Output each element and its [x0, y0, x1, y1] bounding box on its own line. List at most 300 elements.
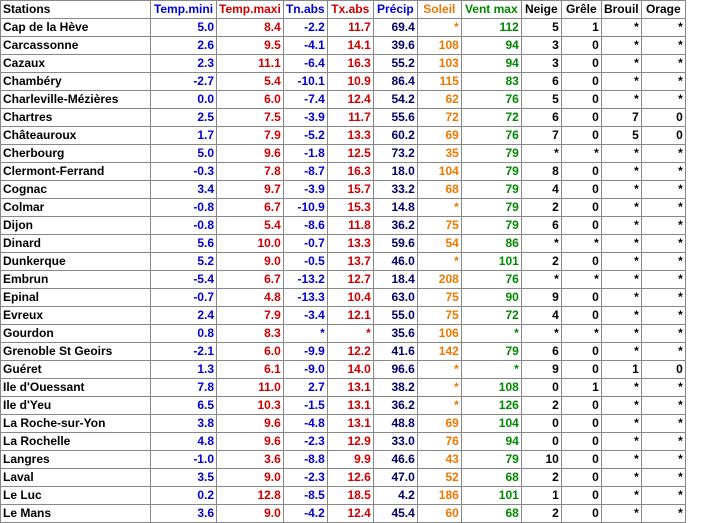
- brouil-cell: *: [602, 415, 642, 433]
- neige-cell: 10: [522, 451, 562, 469]
- vent-cell: 79: [462, 181, 522, 199]
- station-name-cell: Gourdon: [1, 325, 151, 343]
- vent-cell: 79: [462, 451, 522, 469]
- soleil-cell: 75: [418, 217, 462, 235]
- tnabs-cell: -9.9: [284, 343, 328, 361]
- orage-cell: *: [642, 235, 686, 253]
- brouil-cell: *: [602, 397, 642, 415]
- tnabs-cell: -4.8: [284, 415, 328, 433]
- tmax-cell: 11.0: [217, 379, 284, 397]
- station-name-cell: Le Mans: [1, 505, 151, 523]
- precip-cell: 96.6: [374, 361, 418, 379]
- grele-cell: 0: [562, 505, 602, 523]
- table-row: [1, 451, 686, 469]
- tmax-cell: 9.6: [217, 433, 284, 451]
- orage-cell: *: [642, 163, 686, 181]
- tnabs-cell: -4.2: [284, 505, 328, 523]
- table-row: [1, 235, 686, 253]
- grele-cell: 0: [562, 37, 602, 55]
- precip-cell: 33.2: [374, 181, 418, 199]
- neige-cell: 0: [522, 433, 562, 451]
- neige-cell: 7: [522, 127, 562, 145]
- txabs-cell: 13.3: [328, 127, 374, 145]
- txabs-cell: 15.3: [328, 199, 374, 217]
- vent-cell: 79: [462, 343, 522, 361]
- tnabs-cell: -9.0: [284, 361, 328, 379]
- brouil-cell: *: [602, 181, 642, 199]
- precip-cell: 60.2: [374, 127, 418, 145]
- neige-cell: 6: [522, 73, 562, 91]
- vent-cell: 86: [462, 235, 522, 253]
- precip-cell: 48.8: [374, 415, 418, 433]
- soleil-cell: 115: [418, 73, 462, 91]
- orage-cell: *: [642, 487, 686, 505]
- neige-cell: 3: [522, 37, 562, 55]
- soleil-cell: 52: [418, 469, 462, 487]
- table-row: [1, 325, 686, 343]
- brouil-cell: *: [602, 217, 642, 235]
- grele-cell: *: [562, 271, 602, 289]
- station-name-cell: La Roche-sur-Yon: [1, 415, 151, 433]
- grele-cell: 0: [562, 109, 602, 127]
- tnabs-cell: -13.2: [284, 271, 328, 289]
- column-header-station: Stations: [1, 1, 151, 19]
- station-name-cell: Cherbourg: [1, 145, 151, 163]
- brouil-cell: *: [602, 37, 642, 55]
- vent-cell: 76: [462, 271, 522, 289]
- vent-cell: 79: [462, 145, 522, 163]
- grele-cell: 0: [562, 253, 602, 271]
- vent-cell: *: [462, 361, 522, 379]
- tmin-cell: 2.3: [151, 55, 217, 73]
- table-row: [1, 163, 686, 181]
- tmax-cell: 11.1: [217, 55, 284, 73]
- station-name-cell: Ile d'Yeu: [1, 397, 151, 415]
- grele-cell: 0: [562, 55, 602, 73]
- column-header-orage: Orage: [642, 1, 686, 19]
- vent-cell: 108: [462, 379, 522, 397]
- txabs-cell: 13.1: [328, 397, 374, 415]
- tnabs-cell: -0.7: [284, 235, 328, 253]
- station-name-cell: Laval: [1, 469, 151, 487]
- tmin-cell: 5.2: [151, 253, 217, 271]
- precip-cell: 38.2: [374, 379, 418, 397]
- grele-cell: 0: [562, 469, 602, 487]
- vent-cell: 79: [462, 199, 522, 217]
- soleil-cell: 54: [418, 235, 462, 253]
- vent-cell: 101: [462, 253, 522, 271]
- vent-cell: 83: [462, 73, 522, 91]
- txabs-cell: 18.5: [328, 487, 374, 505]
- vent-cell: 72: [462, 109, 522, 127]
- brouil-cell: *: [602, 235, 642, 253]
- soleil-cell: 75: [418, 307, 462, 325]
- brouil-cell: *: [602, 253, 642, 271]
- precip-cell: 14.8: [374, 199, 418, 217]
- tmax-cell: 9.6: [217, 145, 284, 163]
- brouil-cell: *: [602, 19, 642, 37]
- txabs-cell: 12.9: [328, 433, 374, 451]
- column-header-txabs: Tx.abs: [328, 1, 374, 19]
- txabs-cell: 12.4: [328, 91, 374, 109]
- station-name-cell: Ile d'Ouessant: [1, 379, 151, 397]
- tmax-cell: 6.1: [217, 361, 284, 379]
- tnabs-cell: -8.7: [284, 163, 328, 181]
- tmax-cell: 10.0: [217, 235, 284, 253]
- grele-cell: 0: [562, 91, 602, 109]
- precip-cell: 39.6: [374, 37, 418, 55]
- brouil-cell: *: [602, 73, 642, 91]
- station-name-cell: Dinard: [1, 235, 151, 253]
- tmin-cell: 1.7: [151, 127, 217, 145]
- orage-cell: *: [642, 433, 686, 451]
- table-body: [1, 19, 686, 523]
- tmax-cell: 6.7: [217, 271, 284, 289]
- tnabs-cell: -6.4: [284, 55, 328, 73]
- tmin-cell: -1.0: [151, 451, 217, 469]
- tnabs-cell: 2.7: [284, 379, 328, 397]
- precip-cell: 55.2: [374, 55, 418, 73]
- neige-cell: 2: [522, 397, 562, 415]
- brouil-cell: *: [602, 55, 642, 73]
- soleil-cell: *: [418, 397, 462, 415]
- brouil-cell: *: [602, 91, 642, 109]
- station-name-cell: Châteauroux: [1, 127, 151, 145]
- grele-cell: *: [562, 145, 602, 163]
- vent-cell: 112: [462, 19, 522, 37]
- orage-cell: 0: [642, 109, 686, 127]
- txabs-cell: 14.1: [328, 37, 374, 55]
- tmin-cell: 2.4: [151, 307, 217, 325]
- neige-cell: 5: [522, 91, 562, 109]
- brouil-cell: *: [602, 289, 642, 307]
- txabs-cell: 9.9: [328, 451, 374, 469]
- soleil-cell: 43: [418, 451, 462, 469]
- precip-cell: 55.6: [374, 109, 418, 127]
- soleil-cell: 69: [418, 127, 462, 145]
- grele-cell: 0: [562, 199, 602, 217]
- vent-cell: 76: [462, 91, 522, 109]
- brouil-cell: *: [602, 343, 642, 361]
- tmin-cell: 5.6: [151, 235, 217, 253]
- grele-cell: 0: [562, 361, 602, 379]
- table-row: [1, 181, 686, 199]
- precip-cell: 4.2: [374, 487, 418, 505]
- brouil-cell: *: [602, 271, 642, 289]
- txabs-cell: 12.6: [328, 469, 374, 487]
- table-row: [1, 487, 686, 505]
- tnabs-cell: -1.8: [284, 145, 328, 163]
- tnabs-cell: -3.9: [284, 109, 328, 127]
- tnabs-cell: -5.2: [284, 127, 328, 145]
- table-row: [1, 505, 686, 523]
- tnabs-cell: -2.3: [284, 433, 328, 451]
- table-row: [1, 127, 686, 145]
- table-row: [1, 199, 686, 217]
- tmax-cell: 3.6: [217, 451, 284, 469]
- station-name-cell: Cap de la Hève: [1, 19, 151, 37]
- orage-cell: *: [642, 73, 686, 91]
- tmax-cell: 7.9: [217, 127, 284, 145]
- orage-cell: *: [642, 19, 686, 37]
- vent-cell: 94: [462, 55, 522, 73]
- orage-cell: *: [642, 397, 686, 415]
- precip-cell: 47.0: [374, 469, 418, 487]
- neige-cell: 1: [522, 487, 562, 505]
- vent-cell: 79: [462, 163, 522, 181]
- tmin-cell: -0.8: [151, 199, 217, 217]
- tnabs-cell: -7.4: [284, 91, 328, 109]
- tnabs-cell: -3.4: [284, 307, 328, 325]
- brouil-cell: *: [602, 469, 642, 487]
- neige-cell: *: [522, 235, 562, 253]
- tmax-cell: 5.4: [217, 73, 284, 91]
- tmax-cell: 8.3: [217, 325, 284, 343]
- brouil-cell: *: [602, 451, 642, 469]
- orage-cell: *: [642, 307, 686, 325]
- grele-cell: 0: [562, 289, 602, 307]
- neige-cell: 6: [522, 109, 562, 127]
- tnabs-cell: -0.5: [284, 253, 328, 271]
- grele-cell: *: [562, 235, 602, 253]
- tmin-cell: -2.1: [151, 343, 217, 361]
- grele-cell: *: [562, 325, 602, 343]
- station-name-cell: Dijon: [1, 217, 151, 235]
- table-row: [1, 433, 686, 451]
- brouil-cell: 7: [602, 109, 642, 127]
- station-name-cell: Chambéry: [1, 73, 151, 91]
- neige-cell: 0: [522, 415, 562, 433]
- txabs-cell: 16.3: [328, 163, 374, 181]
- tmax-cell: 7.9: [217, 307, 284, 325]
- soleil-cell: *: [418, 253, 462, 271]
- neige-cell: 2: [522, 253, 562, 271]
- precip-cell: 41.6: [374, 343, 418, 361]
- table-row: [1, 271, 686, 289]
- column-header-tmax: Temp.maxi: [217, 1, 284, 19]
- soleil-cell: *: [418, 361, 462, 379]
- station-name-cell: Grenoble St Geoirs: [1, 343, 151, 361]
- tnabs-cell: -13.3: [284, 289, 328, 307]
- orage-cell: *: [642, 325, 686, 343]
- precip-cell: 36.2: [374, 397, 418, 415]
- column-header-grele: Grêle: [562, 1, 602, 19]
- grele-cell: 0: [562, 73, 602, 91]
- precip-cell: 54.2: [374, 91, 418, 109]
- vent-cell: 76: [462, 127, 522, 145]
- neige-cell: 9: [522, 361, 562, 379]
- tmin-cell: 2.5: [151, 109, 217, 127]
- grele-cell: 0: [562, 487, 602, 505]
- table-row: [1, 145, 686, 163]
- brouil-cell: *: [602, 487, 642, 505]
- table-row: [1, 415, 686, 433]
- orage-cell: *: [642, 145, 686, 163]
- tmin-cell: 7.8: [151, 379, 217, 397]
- neige-cell: 2: [522, 469, 562, 487]
- tmax-cell: 9.6: [217, 415, 284, 433]
- station-name-cell: Langres: [1, 451, 151, 469]
- station-name-cell: Dunkerque: [1, 253, 151, 271]
- tmax-cell: 5.4: [217, 217, 284, 235]
- table-row: [1, 397, 686, 415]
- column-header-tnabs: Tn.abs: [284, 1, 328, 19]
- table-row: [1, 19, 686, 37]
- tmin-cell: -2.7: [151, 73, 217, 91]
- column-header-neige: Neige: [522, 1, 562, 19]
- tmin-cell: 5.0: [151, 145, 217, 163]
- orage-cell: *: [642, 253, 686, 271]
- neige-cell: 3: [522, 55, 562, 73]
- table-row: [1, 253, 686, 271]
- txabs-cell: 11.8: [328, 217, 374, 235]
- station-name-cell: Epinal: [1, 289, 151, 307]
- tnabs-cell: -10.1: [284, 73, 328, 91]
- station-name-cell: Embrun: [1, 271, 151, 289]
- tnabs-cell: -8.5: [284, 487, 328, 505]
- neige-cell: 6: [522, 343, 562, 361]
- tmax-cell: 6.7: [217, 199, 284, 217]
- station-name-cell: La Rochelle: [1, 433, 151, 451]
- table-row: [1, 73, 686, 91]
- tnabs-cell: -3.9: [284, 181, 328, 199]
- tmin-cell: 3.4: [151, 181, 217, 199]
- vent-cell: 72: [462, 307, 522, 325]
- tmin-cell: 0.2: [151, 487, 217, 505]
- precip-cell: 45.4: [374, 505, 418, 523]
- column-header-precip: Précip: [374, 1, 418, 19]
- soleil-cell: 103: [418, 55, 462, 73]
- precip-cell: 59.6: [374, 235, 418, 253]
- vent-cell: 101: [462, 487, 522, 505]
- soleil-cell: 35: [418, 145, 462, 163]
- tmin-cell: 2.6: [151, 37, 217, 55]
- vent-cell: *: [462, 325, 522, 343]
- tmin-cell: 1.3: [151, 361, 217, 379]
- tnabs-cell: -2.3: [284, 469, 328, 487]
- station-name-cell: Le Luc: [1, 487, 151, 505]
- grele-cell: 0: [562, 397, 602, 415]
- tnabs-cell: -10.9: [284, 199, 328, 217]
- soleil-cell: 104: [418, 163, 462, 181]
- tmax-cell: 9.0: [217, 253, 284, 271]
- precip-cell: 46.6: [374, 451, 418, 469]
- orage-cell: *: [642, 271, 686, 289]
- orage-cell: *: [642, 289, 686, 307]
- precip-cell: 86.4: [374, 73, 418, 91]
- txabs-cell: 10.4: [328, 289, 374, 307]
- neige-cell: 4: [522, 181, 562, 199]
- tmax-cell: 7.5: [217, 109, 284, 127]
- soleil-cell: 142: [418, 343, 462, 361]
- precip-cell: 63.0: [374, 289, 418, 307]
- txabs-cell: 14.0: [328, 361, 374, 379]
- neige-cell: 5: [522, 19, 562, 37]
- neige-cell: 0: [522, 379, 562, 397]
- tnabs-cell: -4.1: [284, 37, 328, 55]
- neige-cell: 2: [522, 199, 562, 217]
- tmin-cell: 3.6: [151, 505, 217, 523]
- vent-cell: 68: [462, 505, 522, 523]
- orage-cell: *: [642, 91, 686, 109]
- soleil-cell: 62: [418, 91, 462, 109]
- soleil-cell: 76: [418, 433, 462, 451]
- precip-cell: 46.0: [374, 253, 418, 271]
- brouil-cell: *: [602, 505, 642, 523]
- column-header-brouil: Brouil: [602, 1, 642, 19]
- table-row: [1, 217, 686, 235]
- tmax-cell: 9.5: [217, 37, 284, 55]
- precip-cell: 18.4: [374, 271, 418, 289]
- tmin-cell: 3.5: [151, 469, 217, 487]
- table-row: [1, 55, 686, 73]
- orage-cell: *: [642, 217, 686, 235]
- txabs-cell: 12.5: [328, 145, 374, 163]
- precip-cell: 36.2: [374, 217, 418, 235]
- txabs-cell: 13.1: [328, 379, 374, 397]
- orage-cell: *: [642, 415, 686, 433]
- neige-cell: 4: [522, 307, 562, 325]
- table-row: [1, 379, 686, 397]
- txabs-cell: 10.9: [328, 73, 374, 91]
- tmax-cell: 6.0: [217, 91, 284, 109]
- brouil-cell: *: [602, 307, 642, 325]
- precip-cell: 33.0: [374, 433, 418, 451]
- orage-cell: 0: [642, 127, 686, 145]
- neige-cell: 8: [522, 163, 562, 181]
- table-row: [1, 469, 686, 487]
- orage-cell: *: [642, 55, 686, 73]
- table-row: [1, 109, 686, 127]
- column-header-vent: Vent max: [462, 1, 522, 19]
- tmin-cell: -0.7: [151, 289, 217, 307]
- brouil-cell: *: [602, 163, 642, 181]
- vent-cell: 94: [462, 37, 522, 55]
- orage-cell: *: [642, 181, 686, 199]
- precip-cell: 35.6: [374, 325, 418, 343]
- soleil-cell: 75: [418, 289, 462, 307]
- neige-cell: *: [522, 145, 562, 163]
- vent-cell: 68: [462, 469, 522, 487]
- neige-cell: *: [522, 325, 562, 343]
- tnabs-cell: -2.2: [284, 19, 328, 37]
- txabs-cell: 11.7: [328, 109, 374, 127]
- grele-cell: 0: [562, 163, 602, 181]
- station-name-cell: Guéret: [1, 361, 151, 379]
- tmax-cell: 12.8: [217, 487, 284, 505]
- station-name-cell: Evreux: [1, 307, 151, 325]
- station-name-cell: Chartres: [1, 109, 151, 127]
- txabs-cell: 15.7: [328, 181, 374, 199]
- brouil-cell: *: [602, 325, 642, 343]
- table-row: [1, 343, 686, 361]
- txabs-cell: 13.1: [328, 415, 374, 433]
- brouil-cell: *: [602, 199, 642, 217]
- orage-cell: *: [642, 379, 686, 397]
- tmax-cell: 9.7: [217, 181, 284, 199]
- tmin-cell: 0.8: [151, 325, 217, 343]
- orage-cell: *: [642, 199, 686, 217]
- neige-cell: 2: [522, 505, 562, 523]
- tmin-cell: 0.0: [151, 91, 217, 109]
- precip-cell: 18.0: [374, 163, 418, 181]
- txabs-cell: 12.7: [328, 271, 374, 289]
- tnabs-cell: -8.8: [284, 451, 328, 469]
- grele-cell: 0: [562, 343, 602, 361]
- tmax-cell: 4.8: [217, 289, 284, 307]
- soleil-cell: *: [418, 19, 462, 37]
- grele-cell: 0: [562, 127, 602, 145]
